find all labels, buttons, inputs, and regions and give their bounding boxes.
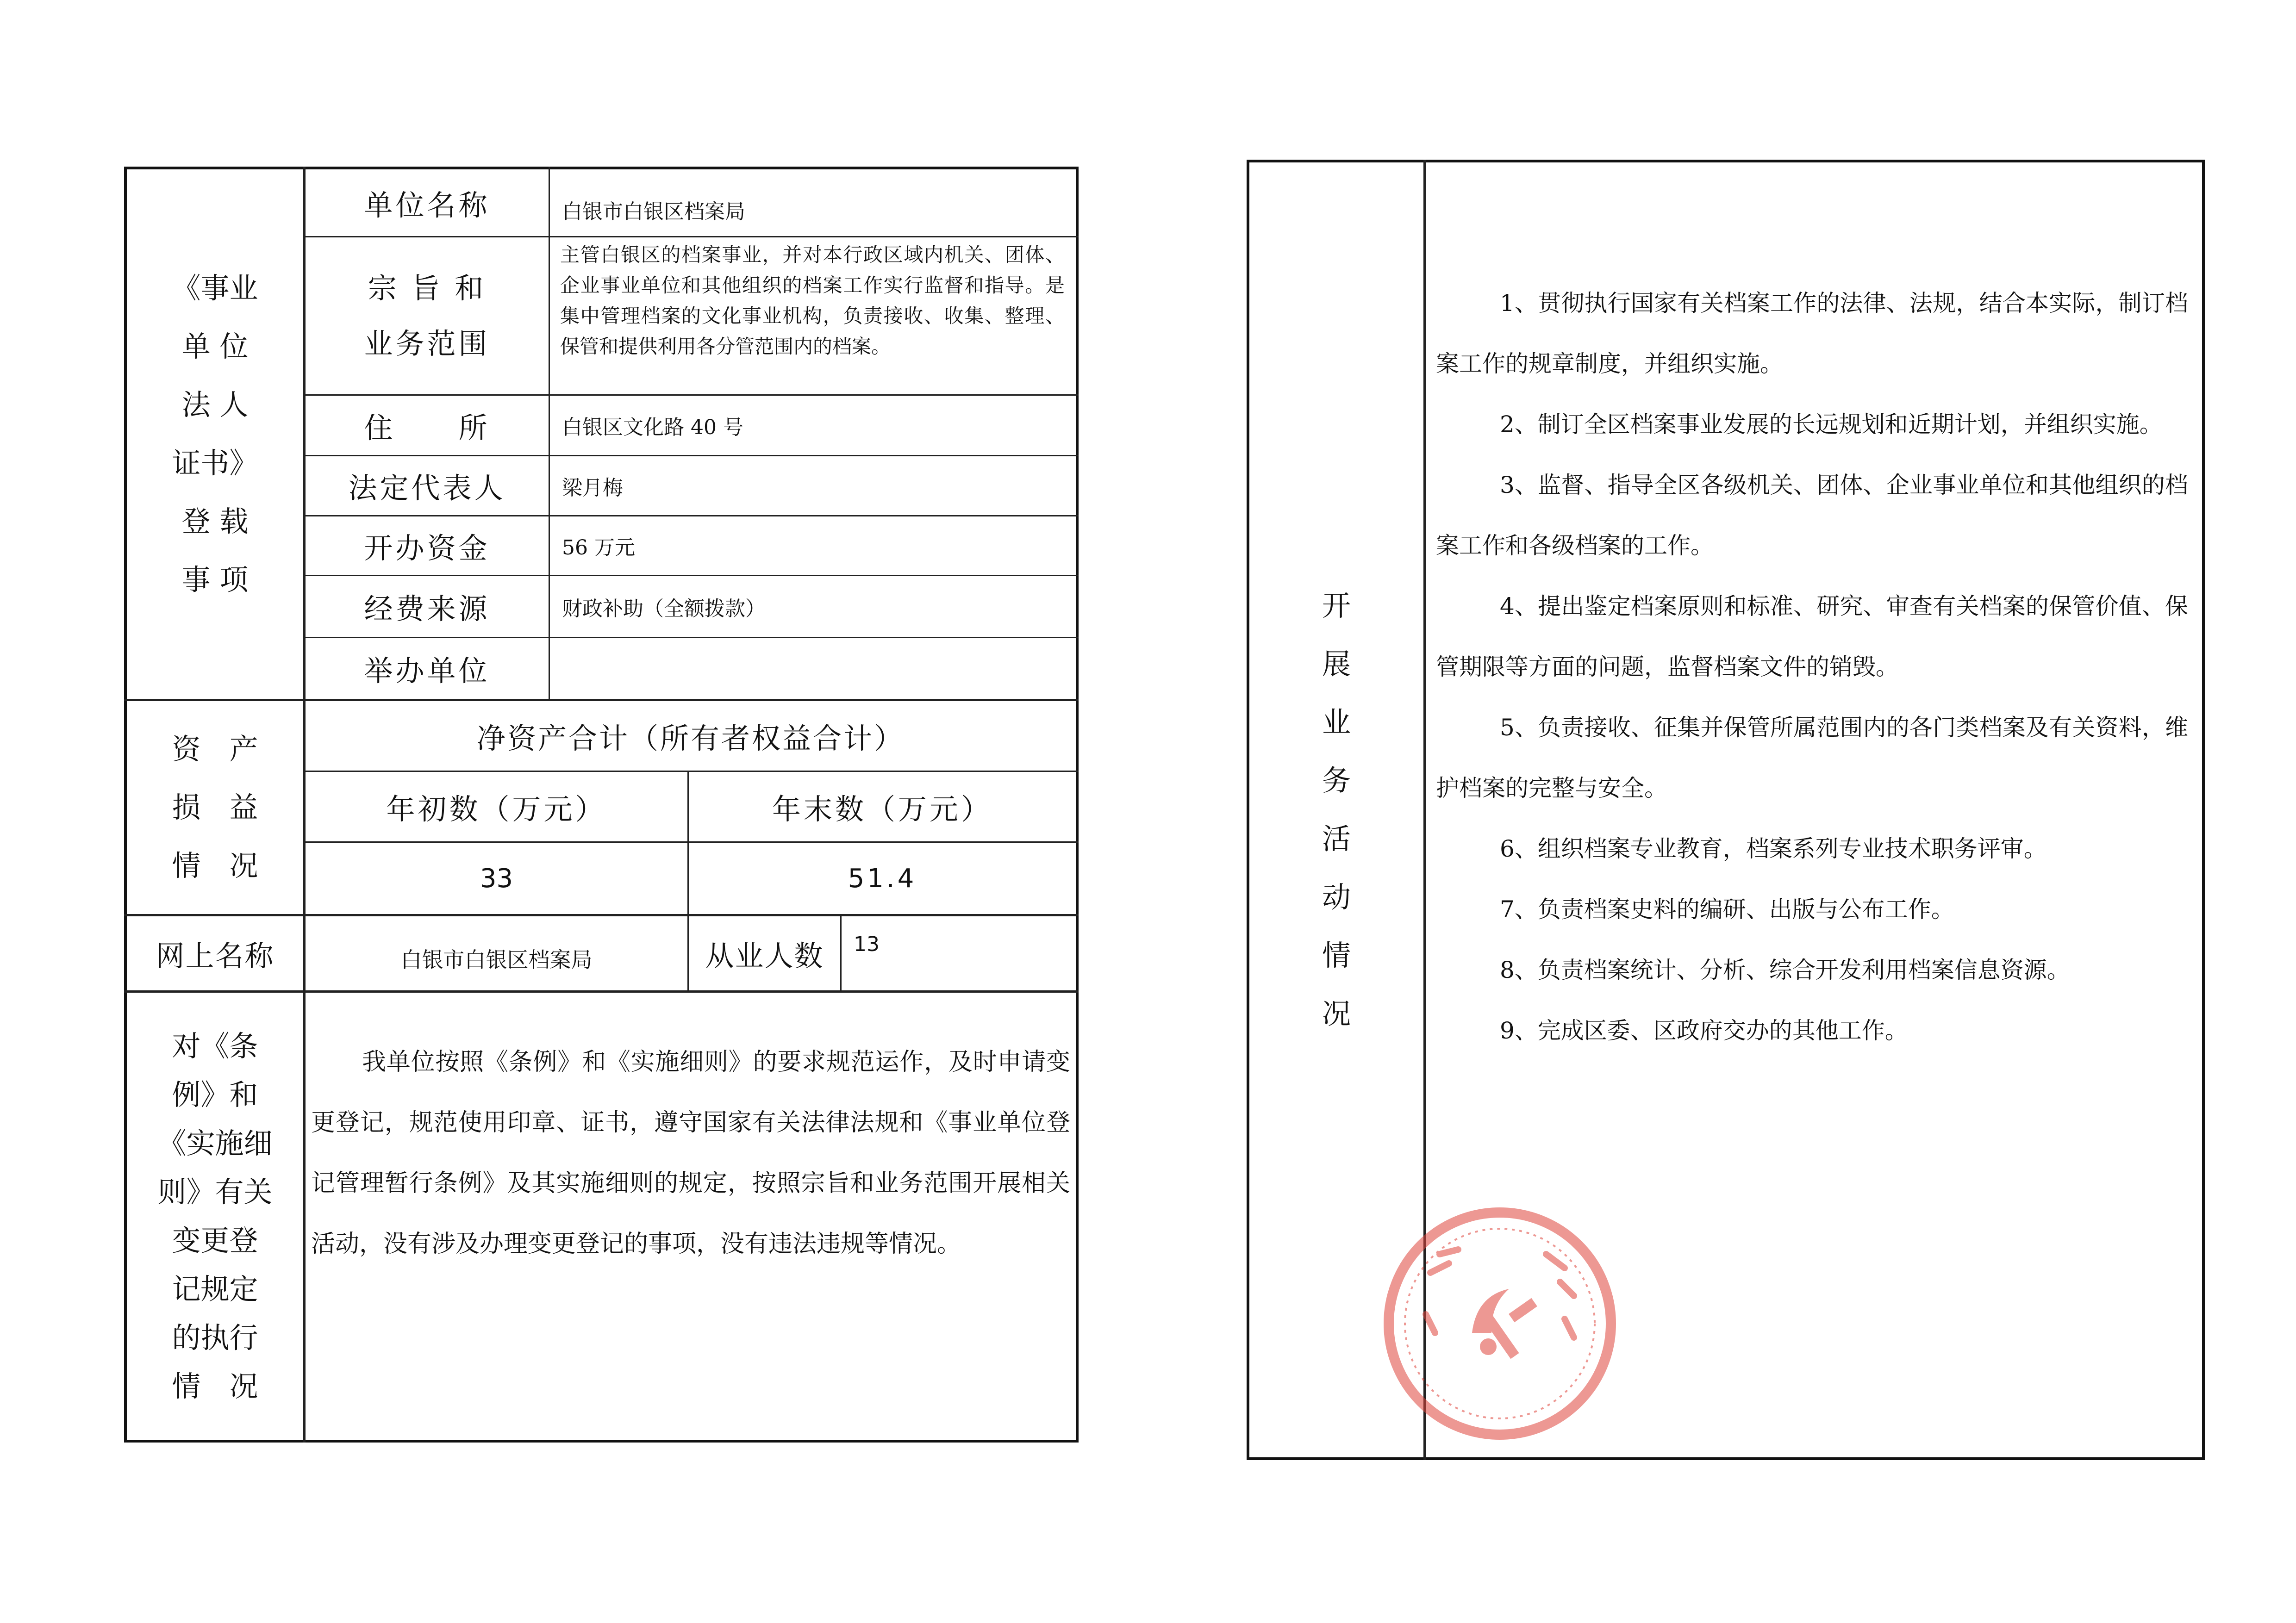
assets-col-start: 年初数（万元） xyxy=(386,792,607,826)
section-line: 活 xyxy=(1322,822,1351,856)
online-name-value: 白银市白银区档案局 xyxy=(400,947,593,972)
online-name-label: 网上名称 xyxy=(156,939,275,973)
row-label-unit-name: 单位名称 xyxy=(364,188,490,222)
section-line: 例》和 xyxy=(172,1078,258,1112)
row-value-purpose: 主管白银区的档案事业，并对本行政区域内机关、团体、企业事业单位和其他组织的档案工作实行监督和指导。是集中管理档案的文化事业机构，负责接收、收集、整理、保管和提供利用各分管范围内的档案。 xyxy=(560,243,1065,358)
compliance-text: 我单位按照《条例》和《实施细则》的要求规范运作，及时申请变更登记，规范使用印章、证书，遵守国家有关法律法规和《事业单位登记管理暂行条例》及其实施细则的规定，按照宗旨和业务范围开展相关活动，没有涉及办理变更登记的事项，没有违法违规等情况。 xyxy=(311,1048,1070,1258)
section-line: 《事业 xyxy=(172,271,258,305)
section-activities-label xyxy=(1249,555,1423,1064)
section-compliance-label xyxy=(127,993,303,1440)
row-label-line: 宗 旨 和 xyxy=(368,271,487,305)
row-value-unit-name: 白银市白银区档案局 xyxy=(562,200,745,224)
row-label-capital: 开办资金 xyxy=(364,531,490,565)
section-line: 证书》 xyxy=(172,446,258,480)
section-line: 变更登 xyxy=(172,1224,258,1257)
row-value-legal-rep: 梁月梅 xyxy=(562,476,623,500)
activity-item: 9、完成区委、区政府交办的其他工作。 xyxy=(1500,1017,1908,1044)
activity-item: 5、负责接收、征集并保管所属范围内的各门类档案及有关资料，维护档案的完整与安全。 xyxy=(1436,714,2188,802)
staff-label: 从业人数 xyxy=(705,939,824,973)
section-line: 动 xyxy=(1322,880,1351,914)
assets-end-value: 51.4 xyxy=(848,863,917,894)
row-label-address: 住 所 xyxy=(364,410,490,445)
section-line: 单 位 xyxy=(181,330,249,363)
staff-value: 13 xyxy=(854,932,880,956)
section-line: 况 xyxy=(1322,997,1351,1031)
section-line: 开 xyxy=(1322,589,1351,622)
activity-item: 6、组织档案专业教育，档案系列专业技术职务评审。 xyxy=(1500,835,2047,862)
row-label-sponsor: 举办单位 xyxy=(364,654,490,688)
section-line: 情 况 xyxy=(172,849,258,883)
activity-item: 2、制订全区档案事业发展的长远规划和近期计划，并组织实施。 xyxy=(1500,411,2163,438)
section-line: 资 产 xyxy=(172,732,258,766)
assets-start-value: 33 xyxy=(480,863,513,894)
section-registration-label xyxy=(127,169,303,699)
section-line: 登 载 xyxy=(181,504,249,538)
section-line: 则》有关 xyxy=(157,1175,273,1209)
section-line: 务 xyxy=(1322,764,1351,797)
activity-item: 8、负责档案统计、分析、综合开发利用档案信息资源。 xyxy=(1500,957,2070,983)
activity-item: 3、监督、指导全区各级机关、团体、企业事业单位和其他组织的档案工作和各级档案的工作。 xyxy=(1436,472,2188,559)
activity-item: 4、提出鉴定档案原则和标准、研究、审查有关档案的保管价值、保管期限等方面的问题，监督档案文件的销毁。 xyxy=(1436,593,2188,680)
section-line: 展 xyxy=(1322,647,1351,681)
row-label-purpose xyxy=(306,237,549,394)
row-label-line: 业务范围 xyxy=(364,326,490,361)
assets-col-end: 年末数（万元） xyxy=(772,792,992,826)
row-value-capital: 56 万元 xyxy=(562,536,635,560)
row-value-address: 白银区文化路 40 号 xyxy=(562,416,743,439)
section-line: 业 xyxy=(1322,705,1351,739)
row-value-funding: 财政补助（全额拨款） xyxy=(562,597,766,621)
section-line: 情 xyxy=(1322,939,1351,972)
row-value-sponsor xyxy=(550,638,1076,699)
activity-item: 1、贯彻执行国家有关档案工作的法律、法规，结合本实际，制订档案工作的规章制度，并组织实施。 xyxy=(1436,290,2188,377)
assets-header: 净资产合计（所有者权益合计） xyxy=(476,721,905,755)
section-assets-label xyxy=(127,701,303,914)
section-line: 对《条 xyxy=(172,1029,258,1063)
section-line: 记规定 xyxy=(172,1272,258,1306)
activities-list xyxy=(1436,273,2188,1061)
section-line: 的执行 xyxy=(172,1321,258,1355)
official-seal-stamp xyxy=(1370,1194,1629,1453)
row-label-legal-rep: 法定代表人 xyxy=(348,471,506,505)
section-line: 情 况 xyxy=(172,1369,258,1403)
row-label-funding: 经费来源 xyxy=(364,592,490,626)
section-line: 损 益 xyxy=(172,790,258,824)
activity-item: 7、负责档案史料的编研、出版与公布工作。 xyxy=(1500,896,1954,923)
section-line: 《实施细 xyxy=(157,1126,273,1160)
section-line: 事 项 xyxy=(181,563,249,597)
section-line: 法 人 xyxy=(181,388,249,422)
